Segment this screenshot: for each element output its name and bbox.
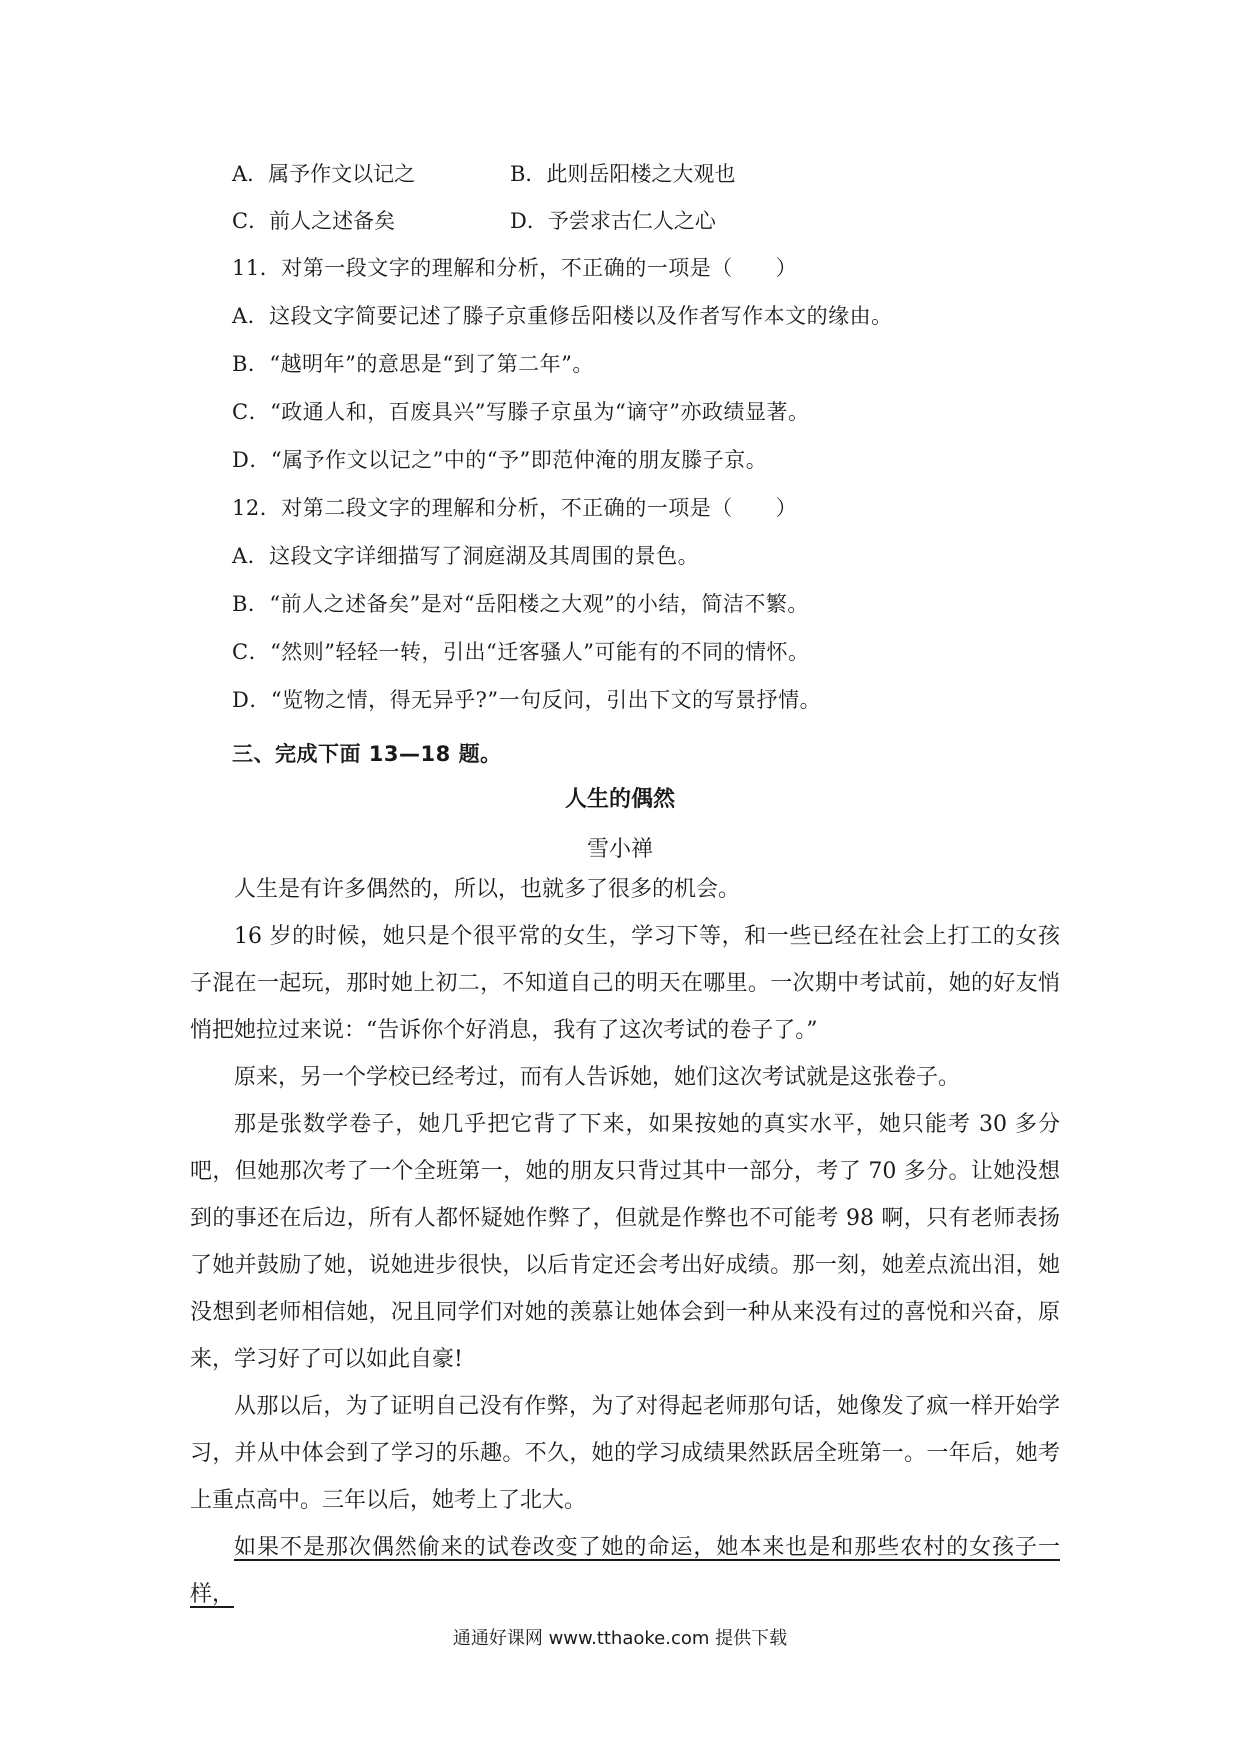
article-title: 人生的偶然 — [564, 787, 675, 812]
section-3-heading: 三、完成下面 13—18 题。 — [232, 742, 502, 766]
q11-option-a: A．这段文字简要记述了滕子京重修岳阳楼以及作者写作本文的缘由。 — [232, 304, 893, 328]
q11-option-d: D．“属予作文以记之”中的“予”即范仲淹的朋友滕子京。 — [232, 448, 768, 472]
q11-stem: 11．对第一段文字的理解和分析，不正确的一项是（ ） — [232, 256, 798, 280]
q10-option-b: B．此则岳阳楼之大观也 — [510, 162, 736, 186]
q10-option-c: C．前人之述备矣 — [232, 209, 396, 233]
article-paragraph-4: 那是张数学卷子，她几乎把它背了下来，如果按她的真实水平，她只能考 30 多分吧，但她那次考了一个全班第一，她的朋友只背过其中一部分，考了 70 多分。让她没想到的事还在后边，所有人都怀疑她作弊了，但就是作弊也不可能考 98 啊，只有老师表扬了她并鼓励了她，说她进步很快，以后肯定还会考出好成绩。那一刻，她差点流出泪，她没想到老师相信她，况且同学们对她的羡慕让她体会到一种从来没有过的喜悦和兴奋，原来，学习好了可以如此自豪! — [190, 1112, 1060, 1372]
q12-option-c: C．“然则”轻轻一转，引出“迁客骚人”可能有的不同的情怀。 — [232, 640, 810, 664]
q12-stem: 12．对第二段文字的理解和分析，不正确的一项是（ ） — [232, 496, 798, 520]
underlined-sentence: 如果不是那次偶然偷来的试卷改变了她的命运，她本来也是和那些农村的女孩子一样， — [190, 1535, 1060, 1607]
q11-option-b: B．“越明年”的意思是“到了第二年”。 — [232, 352, 594, 376]
article-paragraph-5: 从那以后，为了证明自己没有作弊，为了对得起老师那句话，她像发了疯一样开始学习，并从中体会到了学习的乐趣。不久，她的学习成绩果然跃居全班第一。一年后，她考上重点高中。三年以后，她考上了北大。 — [190, 1394, 1060, 1513]
footer-watermark: 通通好课网 www.tthaoke.com 提供下载 — [452, 1628, 788, 1649]
article-paragraph-1: 人生是有许多偶然的，所以，也就多了很多的机会。 — [234, 877, 741, 902]
q10-options-row-2 — [232, 207, 716, 235]
q12-option-a: A．这段文字详细描写了洞庭湖及其周围的景色。 — [232, 544, 700, 568]
q10-options-row-1 — [232, 160, 735, 188]
article-paragraph-6 — [190, 1524, 1060, 1618]
q11-option-c: C．“政通人和，百废具兴”写滕子京虽为“谪守”亦政绩显著。 — [232, 400, 810, 424]
article-paragraph-3: 原来，另一个学校已经考过，而有人告诉她，她们这次考试就是这张卷子。 — [234, 1065, 961, 1090]
q12-option-b: B．“前人之述备矣”是对“岳阳楼之大观”的小结，简洁不繁。 — [232, 592, 809, 616]
q10-option-d: D．予尝求古仁人之心 — [510, 209, 716, 233]
article-author: 雪小禅 — [586, 837, 653, 862]
q12-option-d: D．“览物之情，得无异乎?”一句反问，引出下文的写景抒情。 — [232, 688, 822, 712]
article-paragraph-2: 16 岁的时候，她只是个很平常的女生，学习下等，和一些已经在社会上打工的女孩子混在一起玩，那时她上初二，不知道自己的明天在哪里。一次期中考试前，她的好友悄悄把她拉过来说：“告诉你个好消息，我有了这次考试的卷子了。” — [190, 924, 1060, 1043]
q10-option-a: A．属予作文以记之 — [232, 162, 416, 186]
